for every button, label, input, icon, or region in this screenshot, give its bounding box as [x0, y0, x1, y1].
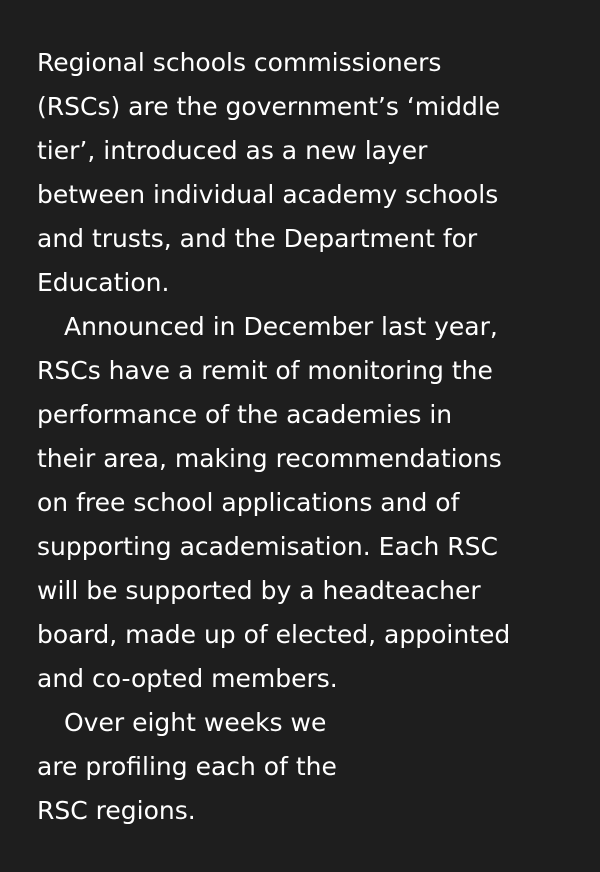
text-line: on free school applications and of: [37, 488, 460, 517]
text-line: Announced in December last year,: [64, 312, 498, 341]
text-line: Over eight weeks we: [64, 708, 327, 737]
profiling-paragraph: [37, 701, 580, 833]
text-line: RSC regions.: [37, 796, 196, 825]
text-line: their area, making recommendations: [37, 444, 502, 473]
text-line: will be supported by a headteacher: [37, 576, 481, 605]
text-line: (RSCs) are the government’s ‘middle: [37, 92, 501, 121]
remit-paragraph: [37, 305, 580, 701]
text-line: between individual academy schools: [37, 180, 499, 209]
intro-paragraph: [37, 41, 580, 305]
text-line: Education.: [37, 268, 170, 297]
text-line: supporting academisation. Each RSC: [37, 532, 498, 561]
text-line: and co-opted members.: [37, 664, 338, 693]
text-line: RSCs have a remit of monitoring the: [37, 356, 493, 385]
text-line: and trusts, and the Department for: [37, 224, 478, 253]
text-line: performance of the academies in: [37, 400, 453, 429]
text-line: are profiling each of the: [37, 752, 337, 781]
text-line: tier’, introduced as a new layer: [37, 136, 428, 165]
text-line: board, made up of elected, appointed: [37, 620, 511, 649]
text-line: Regional schools commissioners: [37, 48, 442, 77]
